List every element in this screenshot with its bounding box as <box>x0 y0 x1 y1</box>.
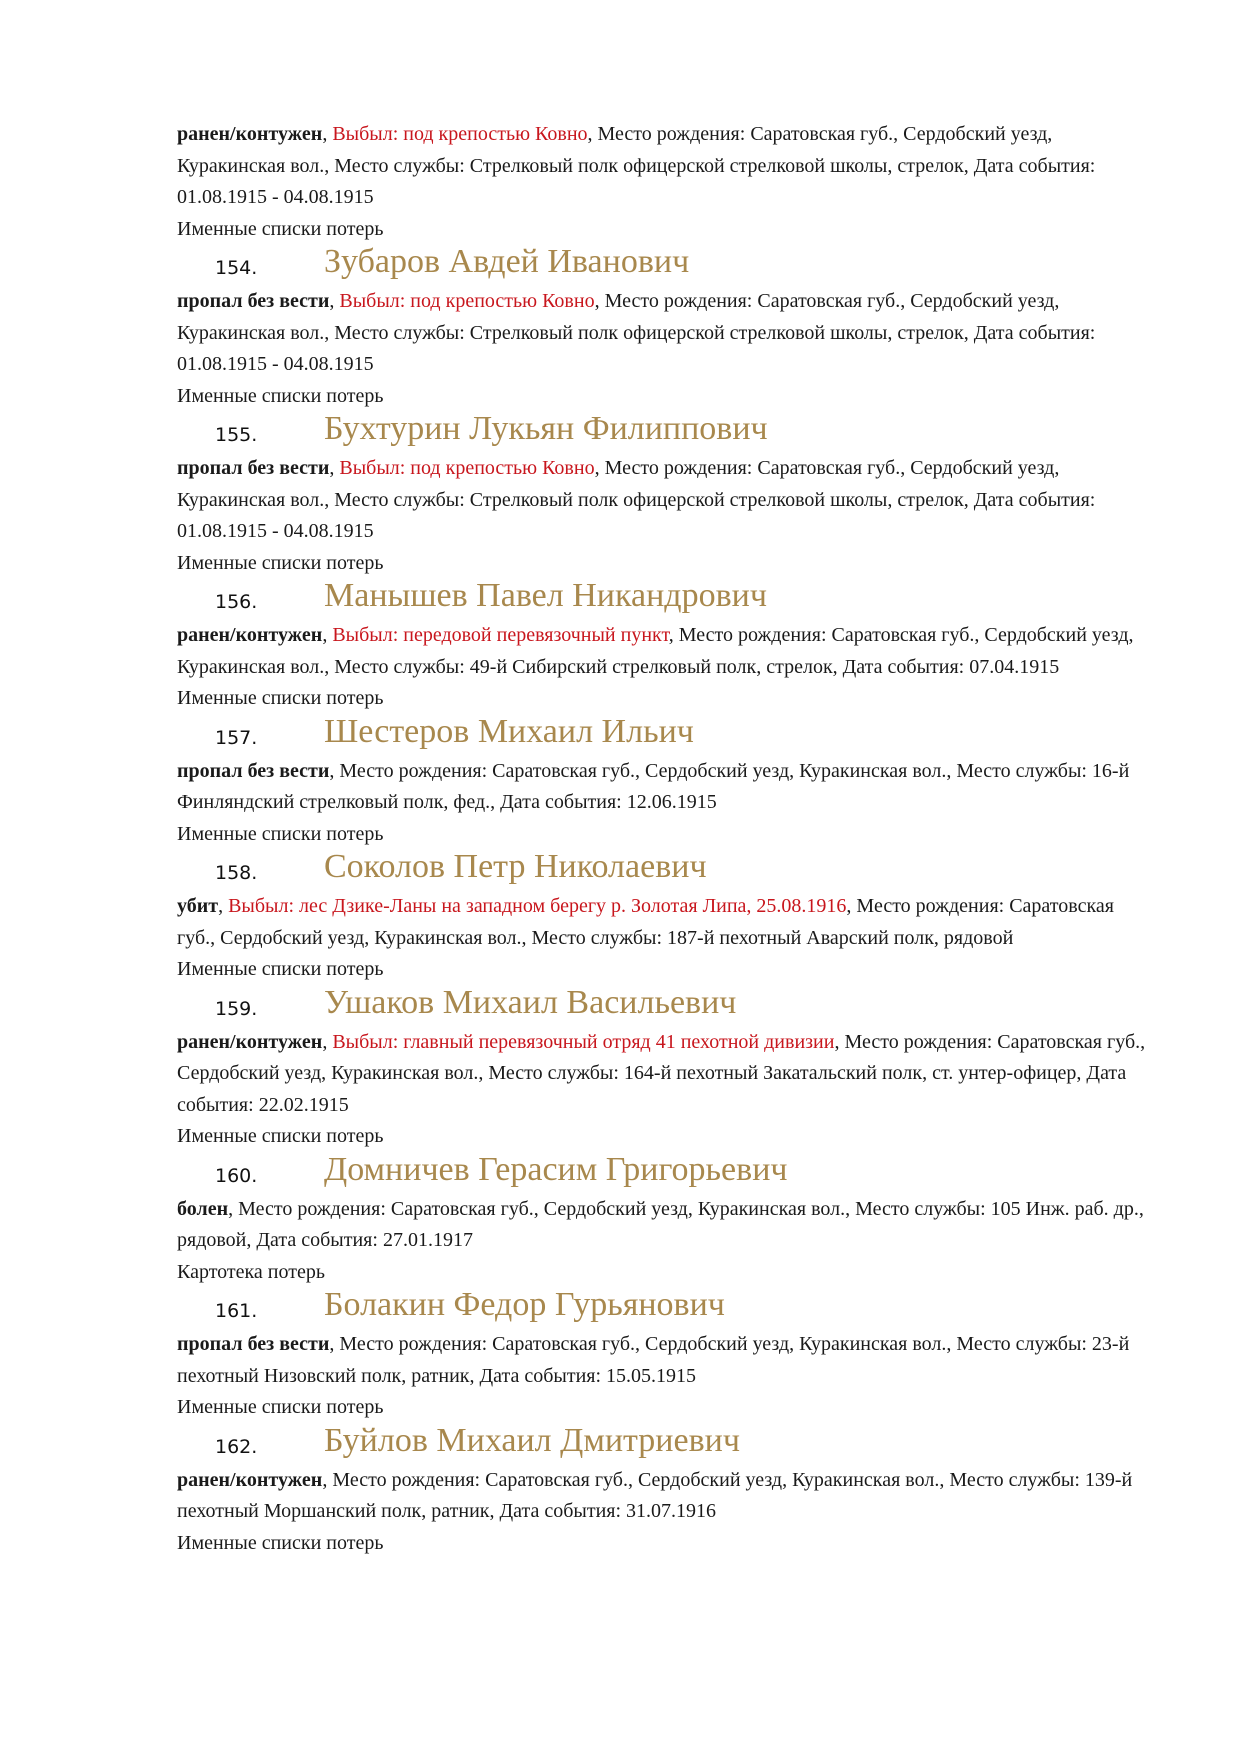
entry-status: ранен/контужен <box>177 1030 323 1053</box>
entry-details-text: , Место рождения: Саратовская губ., Сердобский уезд, Куракинская вол., Место службы: 49-й Сибирский стрелковый полк, стрелок, Дата события: 07.04.1915 <box>177 624 1134 678</box>
entry-number: 162. <box>215 1435 258 1458</box>
entry-source: Картотека потерь <box>177 1260 325 1283</box>
entry-status: ранен/контужен <box>177 624 323 646</box>
entry-dropout: Выбыл: передовой перевязочный пункт <box>332 624 669 646</box>
entry-details: убит, Выбыл: лес Дзике-Ланы на западном берегу р. Золотая Липа, 25.08.1916, Место рождения: Саратовская губ., Сердобский уезд, Куракинская вол., Место службы: 187-й пехотный Аварский полк, рядовой <box>177 895 1114 949</box>
entry-status: болен <box>177 1197 229 1220</box>
entry-details <box>177 1194 1157 1257</box>
entry-number: 160. <box>215 1164 258 1187</box>
entry-name: Манышев Павел Никандрович <box>324 577 767 614</box>
entry-dropout: Выбыл: лес Дзике-Ланы на западном берегу р. Золотая Липа, 25.08.1916 <box>228 895 847 917</box>
entry-number: 158. <box>215 862 258 884</box>
entry-heading <box>177 1288 1157 1329</box>
entry-number: 157. <box>215 726 258 749</box>
entry-number: 155. <box>215 424 258 446</box>
entry-source: Именные списки потерь <box>177 1531 384 1554</box>
entry-heading <box>177 983 1157 1027</box>
entry-source: Именные списки потерь <box>177 687 384 709</box>
entry-number: 161. <box>215 1300 258 1322</box>
entry-details <box>177 1329 1157 1392</box>
entry-details-text: , Место рождения: Саратовская губ., Сердобский уезд, Куракинская вол., Место службы: Стрелковый полк офицерской стрелковой школы, стрелок, Дата события: 01.08.1915 - 04.08.1915 <box>177 123 1096 208</box>
entry-source: Именные списки потерь <box>177 1125 384 1147</box>
entry-heading <box>177 245 1157 286</box>
entry-name: Болакин Федор Гурьянович <box>324 1286 725 1323</box>
entry-details-text: , Место рождения: Саратовская губ., Сердобский уезд, Куракинская вол., Место службы: 187-й пехотный Аварский полк, рядовой <box>177 895 1114 949</box>
entry-status: ранен/контужен <box>177 1468 323 1491</box>
entry-heading <box>177 412 1157 453</box>
entry-status: пропал без вести <box>177 1333 330 1355</box>
entry-details: ранен/контужен, Выбыл: главный перевязочный отряд 41 пехотной дивизии, Место рождения: Саратовская губ., Сердобский уезд, Куракинская вол., Место службы: 164-й пехотный Закатальский полк, ст. унтер-офицер, Дата события: 22.02.1915 <box>177 1030 1146 1116</box>
entry-source: Именные списки потерь <box>177 1396 384 1418</box>
entry-number: 156. <box>215 591 258 613</box>
entry-name: Домничев Герасим Григорьевич <box>324 1150 788 1188</box>
entry-heading <box>177 850 1157 891</box>
entry-details-text: , Место рождения: Саратовская губ., Сердобский уезд, Куракинская вол., Место службы: Стрелковый полк офицерской стрелковой школы, стрелок, Дата события: 01.08.1915 - 04.08.1915 <box>177 290 1096 375</box>
entry-details <box>177 1465 1157 1528</box>
entry-status: ранен/контужен <box>177 123 323 145</box>
entry-details-text: , Место рождения: Саратовская губ., Сердобский уезд, Куракинская вол., Место службы: 139-й пехотный Моршанский полк, ратник, Дата события: 31.07.1916 <box>177 1468 1133 1522</box>
entry-dropout: Выбыл: под крепостью Ковно <box>339 290 595 312</box>
entry-heading <box>177 1150 1157 1194</box>
entry-name: Соколов Петр Николаевич <box>324 848 707 885</box>
entry-dropout: Выбыл: под крепостью Ковно <box>339 457 595 479</box>
entry-heading <box>177 579 1157 620</box>
entry-details <box>177 756 1157 819</box>
entry-details-text: , Место рождения: Саратовская губ., Сердобский уезд, Куракинская вол., Место службы: 105 Инж. раб. др., рядовой, Дата события: 27.01.1917 <box>177 1197 1144 1251</box>
entry-number: 159. <box>215 997 258 1020</box>
entry-details: ранен/контужен, Выбыл: под крепостью Ковно, Место рождения: Саратовская губ., Сердобский уезд, Куракинская вол., Место службы: Стрелковый полк офицерской стрелковой школы, стрелок, Дата события: 01.08.1915 - 04.08.1915 <box>177 123 1096 208</box>
entry-status: пропал без вести <box>177 457 330 479</box>
entry-source: Именные списки потерь <box>177 551 384 574</box>
entry-details-text: , Место рождения: Саратовская губ., Сердобский уезд, Куракинская вол., Место службы: 164-й пехотный Закатальский полк, ст. унтер-офицер, Дата события: 22.02.1915 <box>177 1030 1146 1116</box>
entry-heading <box>177 1421 1157 1465</box>
entry-source: Именные списки потерь <box>177 217 384 240</box>
entry-details-text: , Место рождения: Саратовская губ., Сердобский уезд, Куракинская вол., Место службы: 23-й пехотный Низовский полк, ратник, Дата события: 15.05.1915 <box>177 1333 1130 1387</box>
document-page <box>177 119 1157 1559</box>
entry-details-text: , Место рождения: Саратовская губ., Сердобский уезд, Куракинская вол., Место службы: 16-й Финляндский стрелковый полк, фед., Дата события: 12.06.1915 <box>177 759 1130 813</box>
entry-dropout: Выбыл: главный перевязочный отряд 41 пехотной дивизии <box>332 1030 835 1053</box>
entry-name: Бухтурин Лукьян Филиппович <box>324 410 768 447</box>
entry-name: Буйлов Михаил Дмитриевич <box>324 1421 740 1459</box>
entry-heading <box>177 712 1157 756</box>
entry-dropout: Выбыл: под крепостью Ковно <box>332 123 588 145</box>
entry-details: пропал без вести, Выбыл: под крепостью Ковно, Место рождения: Саратовская губ., Сердобский уезд, Куракинская вол., Место службы: Стрелковый полк офицерской стрелковой школы, стрелок, Дата события: 01.08.1915 - 04.08.1915 <box>177 290 1096 375</box>
entry-status: убит <box>177 895 219 917</box>
entry-status: пропал без вести <box>177 290 330 312</box>
entry-source: Именные списки потерь <box>177 822 384 845</box>
entry-details-text: , Место рождения: Саратовская губ., Сердобский уезд, Куракинская вол., Место службы: Стрелковый полк офицерской стрелковой школы, стрелок, Дата события: 01.08.1915 - 04.08.1915 <box>177 457 1096 542</box>
entry-name: Зубаров Авдей Иванович <box>324 243 690 280</box>
entry-details: ранен/контужен, Выбыл: передовой перевязочный пункт, Место рождения: Саратовская губ., Сердобский уезд, Куракинская вол., Место службы: 49-й Сибирский стрелковый полк, стрелок, Дата события: 07.04.1915 <box>177 624 1134 678</box>
entry-source: Именные списки потерь <box>177 384 384 407</box>
entry-name: Шестеров Михаил Ильич <box>324 712 694 750</box>
entry-source: Именные списки потерь <box>177 958 384 980</box>
entry-status: пропал без вести <box>177 759 330 782</box>
entry-name: Ушаков Михаил Васильевич <box>324 983 737 1021</box>
entry-details: пропал без вести, Выбыл: под крепостью Ковно, Место рождения: Саратовская губ., Сердобский уезд, Куракинская вол., Место службы: Стрелковый полк офицерской стрелковой школы, стрелок, Дата события: 01.08.1915 - 04.08.1915 <box>177 457 1096 542</box>
entry-number: 154. <box>215 257 258 279</box>
